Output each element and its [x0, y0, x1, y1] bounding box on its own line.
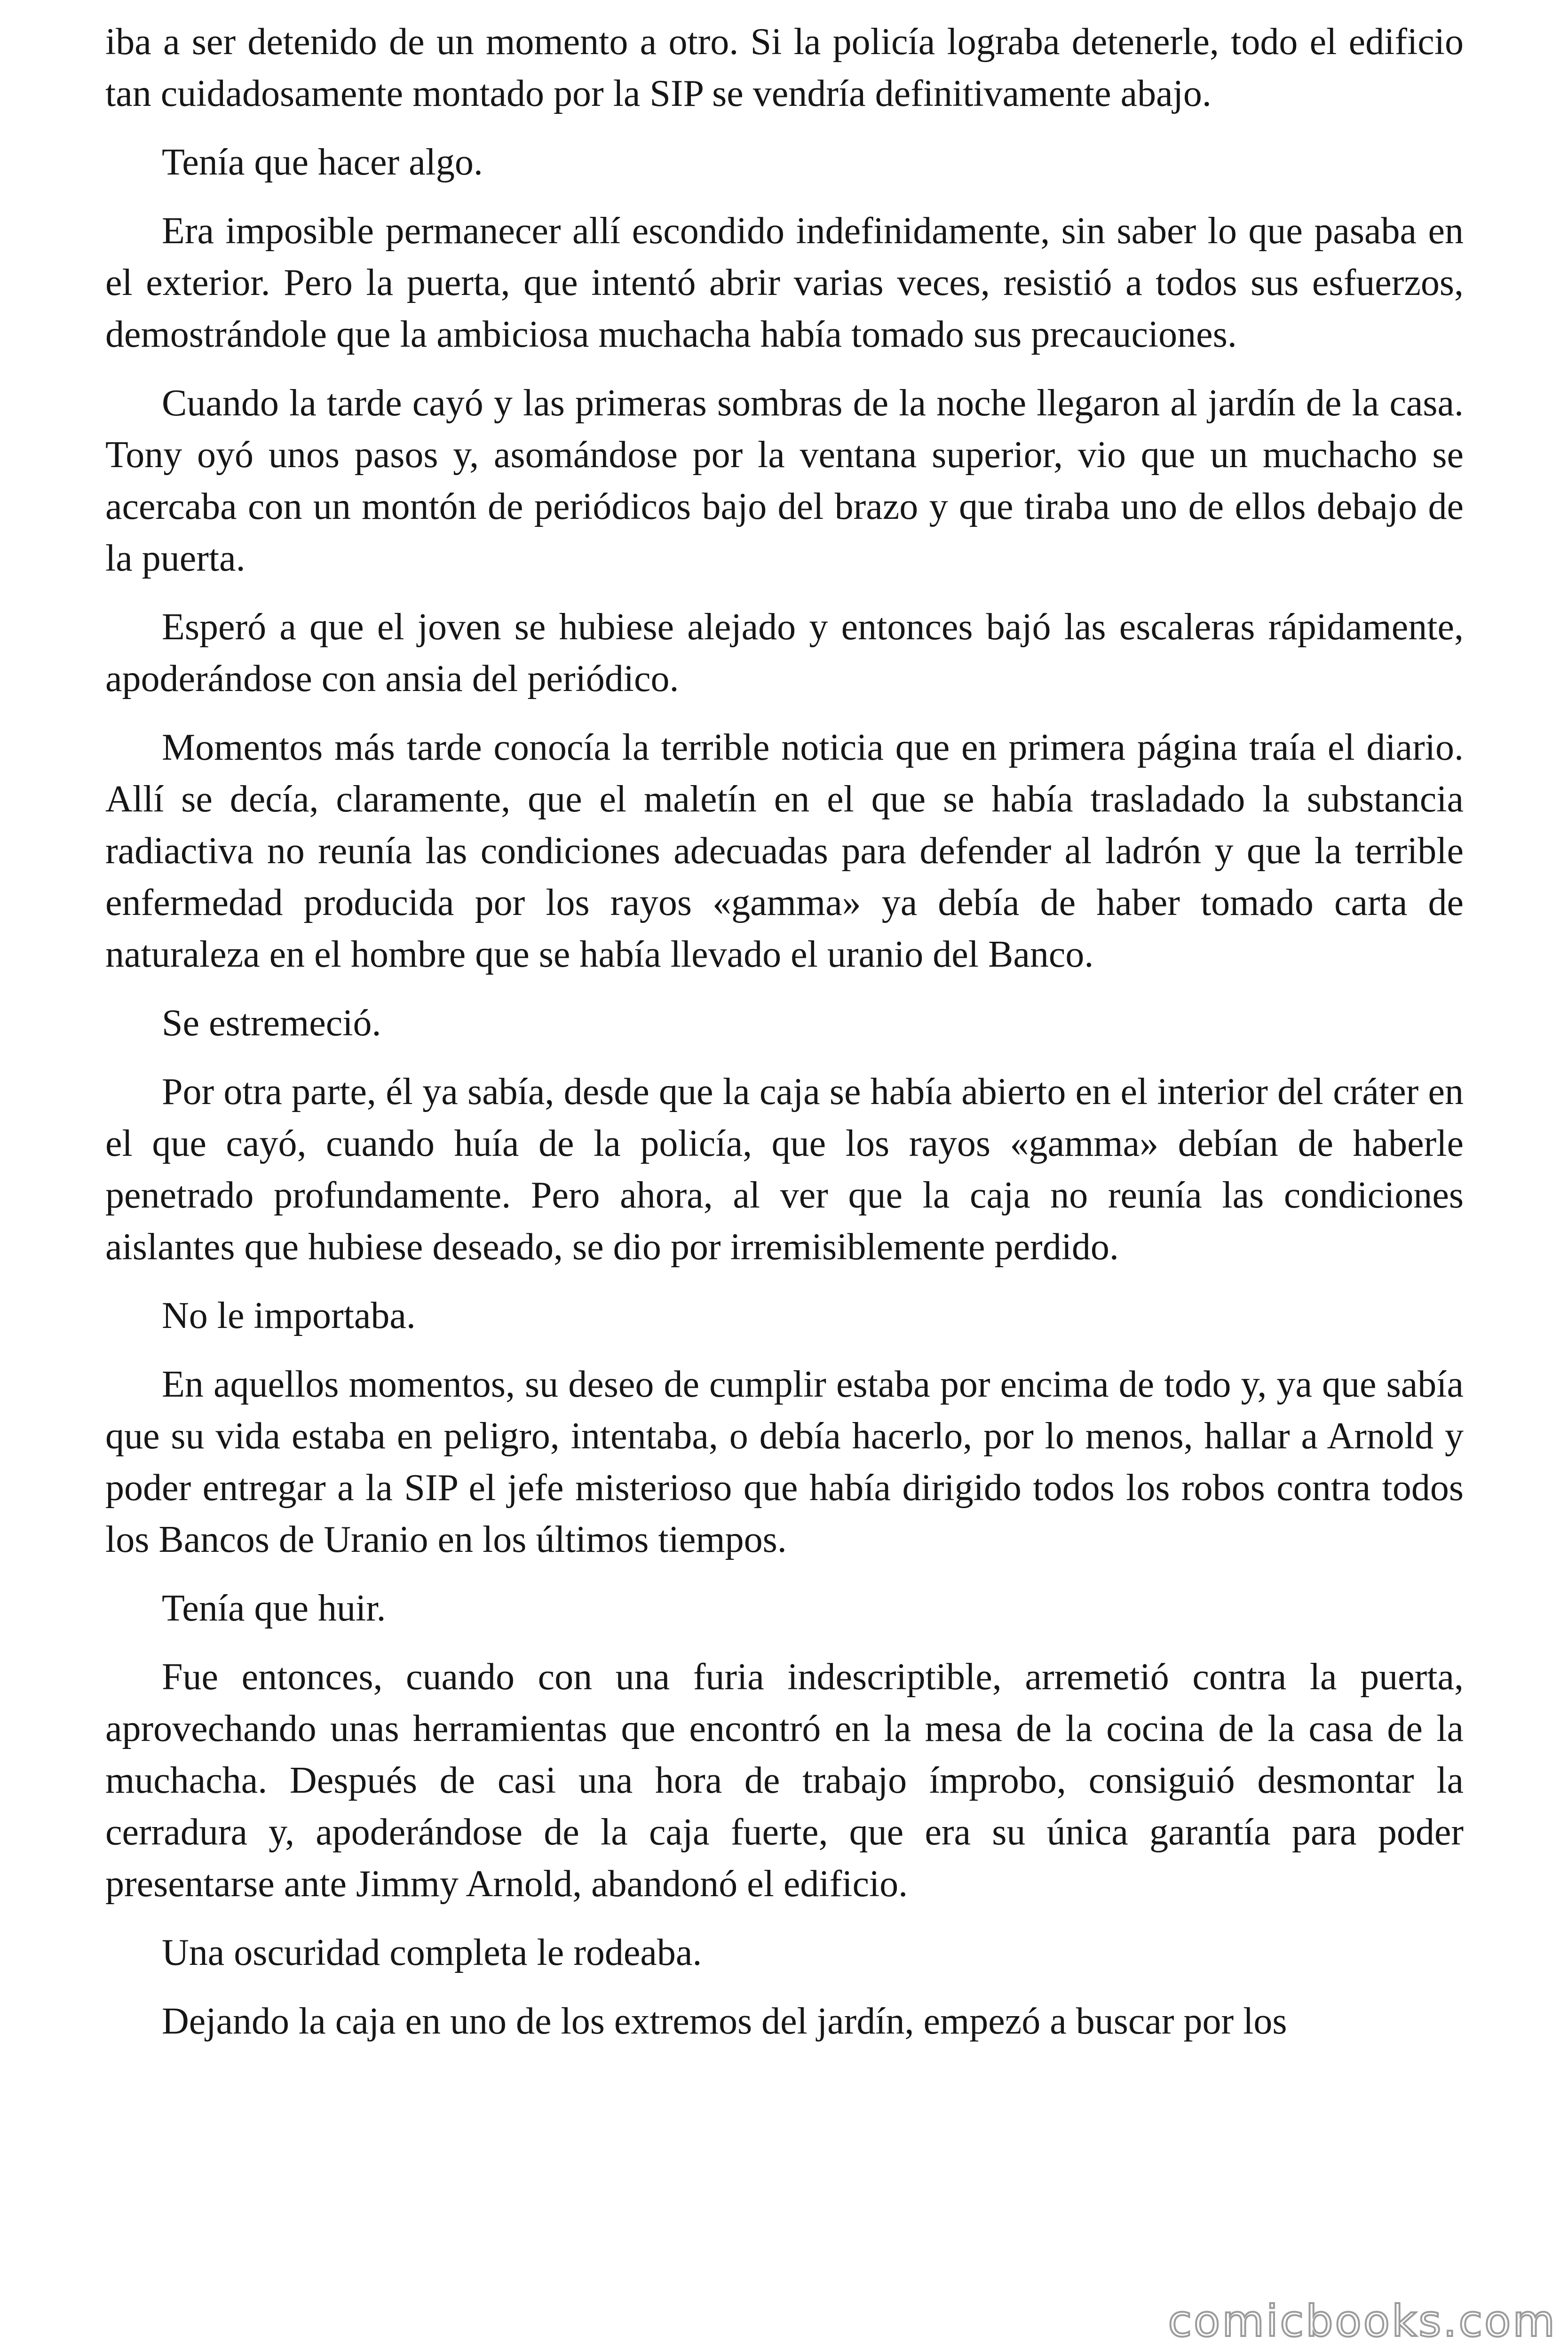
paragraph: iba a ser detenido de un momento a otro. Si la policía lograba detenerle, todo el edificio tan cuidadosamente montado por la SIP se vendría definitivamente abajo.	[105, 21, 1464, 114]
paragraph: Momentos más tarde conocía la terrible noticia que en primera página traía el diario. Allí se decía, claramente, que el maletín en el que se había trasladado la substancia radiactiva no reunía las condiciones adecuadas para defender al ladrón y que la terrible enfermedad producida por los rayos «gamma» ya debía de haber tomado carta de naturaleza en el hombre que se había llevado el uranio del Banco.	[105, 727, 1464, 975]
paragraph: Se estremeció.	[162, 1002, 381, 1044]
watermark: comicbooks.com	[1168, 2296, 1557, 2346]
paragraph: No le importaba.	[162, 1295, 416, 1336]
paragraph: Era imposible permanecer allí escondido indefinidamente, sin saber lo que pasaba en el exterior. Pero la puerta, que intentó abrir varias veces, resistió a todos sus esfuerzos, demostrándole que la ambiciosa muchacha había tomado sus precauciones.	[105, 210, 1464, 355]
paragraph: Dejando la caja en uno de los extremos del jardín, empezó a buscar por los	[162, 2001, 1287, 2042]
paragraph: Una oscuridad completa le rodeaba.	[162, 1932, 702, 1973]
paragraph: En aquellos momentos, su deseo de cumplir estaba por encima de todo y, ya que sabía que su vida estaba en peligro, intentaba, o debía hacerlo, por lo menos, hallar a Arnold y poder entregar a la SIP el jefe misterioso que había dirigido todos los robos contra todos los Bancos de Uranio en los últimos tiempos.	[105, 1364, 1464, 1560]
paragraph: Tenía que hacer algo.	[162, 142, 483, 183]
paragraph: Fue entonces, cuando con una furia indescriptible, arremetió contra la puerta, aprovechando unas herramientas que encontró en la mesa de la cocina de la casa de la muchacha. Después de casi una hora de trabajo ímprobo, consiguió desmontar la cerradura y, apoderándose de la caja fuerte, que era su única garantía para poder presentarse ante Jimmy Arnold, abandonó el edificio.	[105, 1656, 1464, 1905]
body-text	[105, 16, 1464, 2064]
paragraph: Tenía que huir.	[162, 1588, 386, 1629]
paragraph: Por otra parte, él ya sabía, desde que la caja se había abierto en el interior del cráter en el que cayó, cuando huía de la policía, que los rayos «gamma» debían de haberle penetrado profundamente. Pero ahora, al ver que la caja no reunía las condiciones aislantes que hubiese deseado, se dio por irremisiblemente perdido.	[105, 1071, 1464, 1268]
paragraph: Cuando la tarde cayó y las primeras sombras de la noche llegaron al jardín de la casa. Tony oyó unos pasos y, asomándose por la ventana superior, vio que un muchacho se acercaba con un montón de periódicos bajo del brazo y que tiraba uno de ellos debajo de la puerta.	[105, 382, 1464, 579]
paragraph: Esperó a que el joven se hubiese alejado y entonces bajó las escaleras rápidamente, apoderándose con ansia del periódico.	[105, 606, 1464, 699]
